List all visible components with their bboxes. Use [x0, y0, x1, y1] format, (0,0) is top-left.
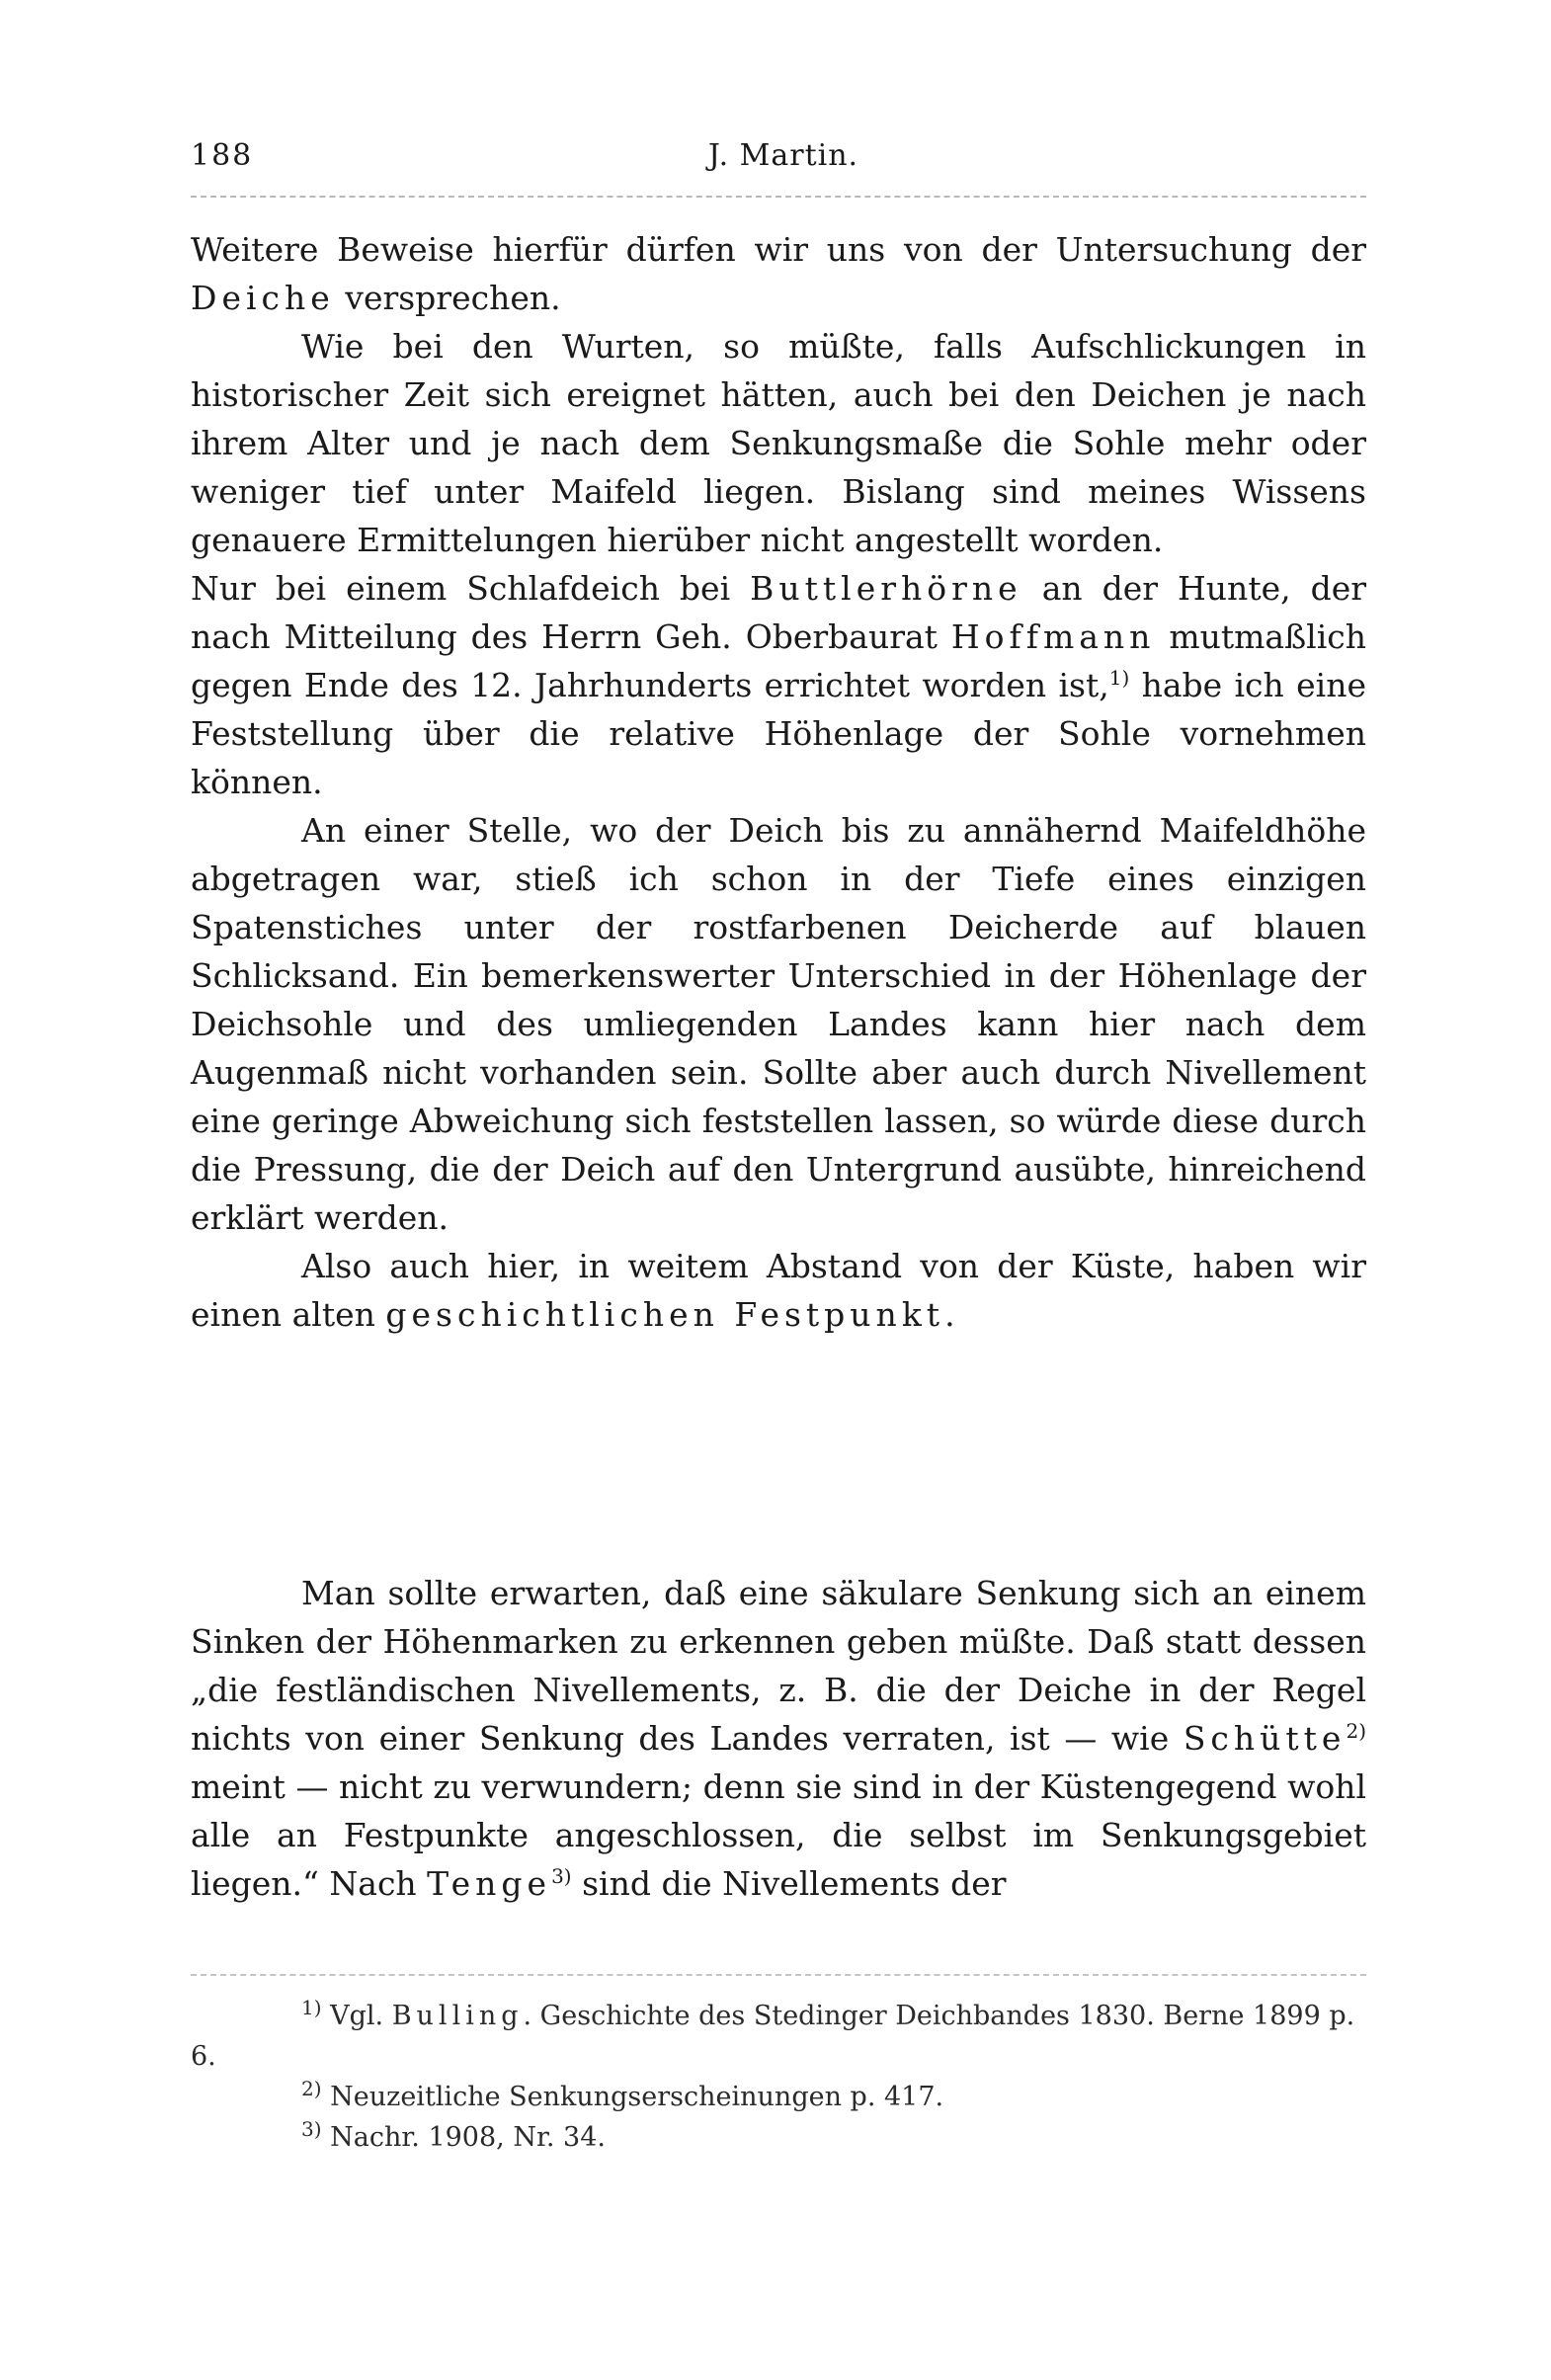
paragraph-6: [191, 1569, 1366, 1908]
emphasis-hoffmann: Hoffmann: [950, 617, 1156, 656]
paragraph-5-end: .: [944, 1295, 955, 1334]
footnote-divider: [191, 1974, 1366, 1976]
paragraph-6-a: Man sollte erwarten, daß eine säkulare Senkung sich an einem Sinken der Höhenmarken zu erkennen geben müßte. Daß statt dessen „die festländischen Nivellements, z. B. die der Deiche in der Regel nichts von einer Senkung des Landes verraten, ist — wie: [191, 1574, 1366, 1758]
footnote-ref-3[interactable]: 3): [551, 1864, 572, 1888]
footnote-1-author: Bulling: [391, 2001, 524, 2031]
paragraph-1-text: Weitere Beweise hierfür dürfen wir uns von der Untersuchung der: [191, 230, 1366, 269]
footnote-2-mark: 2): [301, 2077, 322, 2100]
paragraph-3-d: habe ich eine Feststellung über die relative Höhenlage der Sohle vornehmen können.: [191, 666, 1366, 801]
footnote-1: [191, 1996, 1366, 2077]
paragraph-3-a: Nur bei einem Schlafdeich bei: [191, 569, 751, 608]
main-text-lower: [191, 1569, 1366, 1908]
emphasis-deiche: Deiche: [191, 279, 335, 317]
footnote-1-a: Vgl.: [321, 2001, 392, 2031]
paragraph-5: [191, 1242, 1366, 1339]
paragraph-6-b: meint — nicht zu verwundern; denn sie sind in der Küstengegend wohl alle an Festpunkte angeschlossen, die selbst im Senkungsgebiet liegen.“ Nach: [191, 1767, 1366, 1903]
paragraph-3-b: an der Hunte, der nach Mitteilung des Herrn Geh. Oberbaurat: [191, 569, 1367, 656]
emphasis-festpunkt: geschichtlichen Festpunkt: [385, 1295, 945, 1334]
footnotes: [191, 1996, 1366, 2158]
footnote-1-b: . Geschichte des Stedinger Deichbandes 1830. Berne 1899 p. 6.: [191, 2001, 1355, 2072]
running-head-author: J. Martin.: [707, 138, 859, 173]
footnote-3-mark: 3): [301, 2117, 322, 2141]
paragraph-1-end: versprechen.: [334, 279, 561, 317]
main-text-upper: [191, 225, 1366, 1339]
footnote-1-mark: 1): [301, 1996, 322, 2019]
emphasis-buttlerhoerne: Buttlerhörne: [750, 569, 1022, 608]
emphasis-tenge: Tenge: [427, 1864, 552, 1903]
footnote-3: [191, 2117, 1366, 2158]
footnote-2: [191, 2077, 1366, 2117]
running-head: [191, 138, 1366, 188]
paragraph-3: [191, 564, 1366, 806]
paragraph-3-c: mutmaßlich gegen Ende des 12. Jahrhunderts errichtet worden ist,: [191, 617, 1366, 704]
emphasis-schuette: Schütte: [1183, 1719, 1347, 1758]
footnote-ref-2[interactable]: 2): [1346, 1719, 1366, 1743]
footnote-ref-1[interactable]: 1): [1108, 666, 1130, 690]
paragraph-1: [191, 225, 1366, 322]
header-divider: [191, 196, 1366, 198]
paragraph-2: Wie bei den Wurten, so müßte, falls Aufschlickungen in historischer Zeit sich ereignet hätten, auch bei den Deichen je nach ihrem Alter und je nach dem Senkungsmaße die Sohle mehr oder weniger tief unter Maifeld liegen. Bislang sind meines Wissens genauere Ermittelungen hierüber nicht angestellt worden.: [191, 327, 1366, 559]
paragraph-4: An einer Stelle, wo der Deich bis zu annähernd Maifeldhöhe abgetragen war, stieß ich schon in der Tiefe eines einzigen Spatenstiches unter der rostfarbenen Deicherde auf blauen Schlicksand. Ein bemerkenswerter Unterschied in der Höhenlage der Deichsohle und des umliegenden Landes kann hier nach dem Augenmaß nicht vorhanden sein. Sollte aber auch durch Nivellement eine geringe Abweichung sich feststellen lassen, so würde diese durch die Pressung, die der Deich auf den Untergrund ausübte, hinreichend erklärt werden.: [191, 811, 1366, 1237]
footnote-2-text: Neuzeitliche Senkungserscheinungen p. 417.: [321, 2082, 944, 2112]
page-number: 188: [191, 138, 254, 173]
footnote-3-text: Nachr. 1908, Nr. 34.: [321, 2122, 606, 2153]
paragraph-5-a: Also auch hier, in weitem Abstand von der Küste, haben wir einen alten: [191, 1247, 1366, 1334]
paragraph-6-c: sind die Nivellements der: [571, 1864, 1007, 1903]
